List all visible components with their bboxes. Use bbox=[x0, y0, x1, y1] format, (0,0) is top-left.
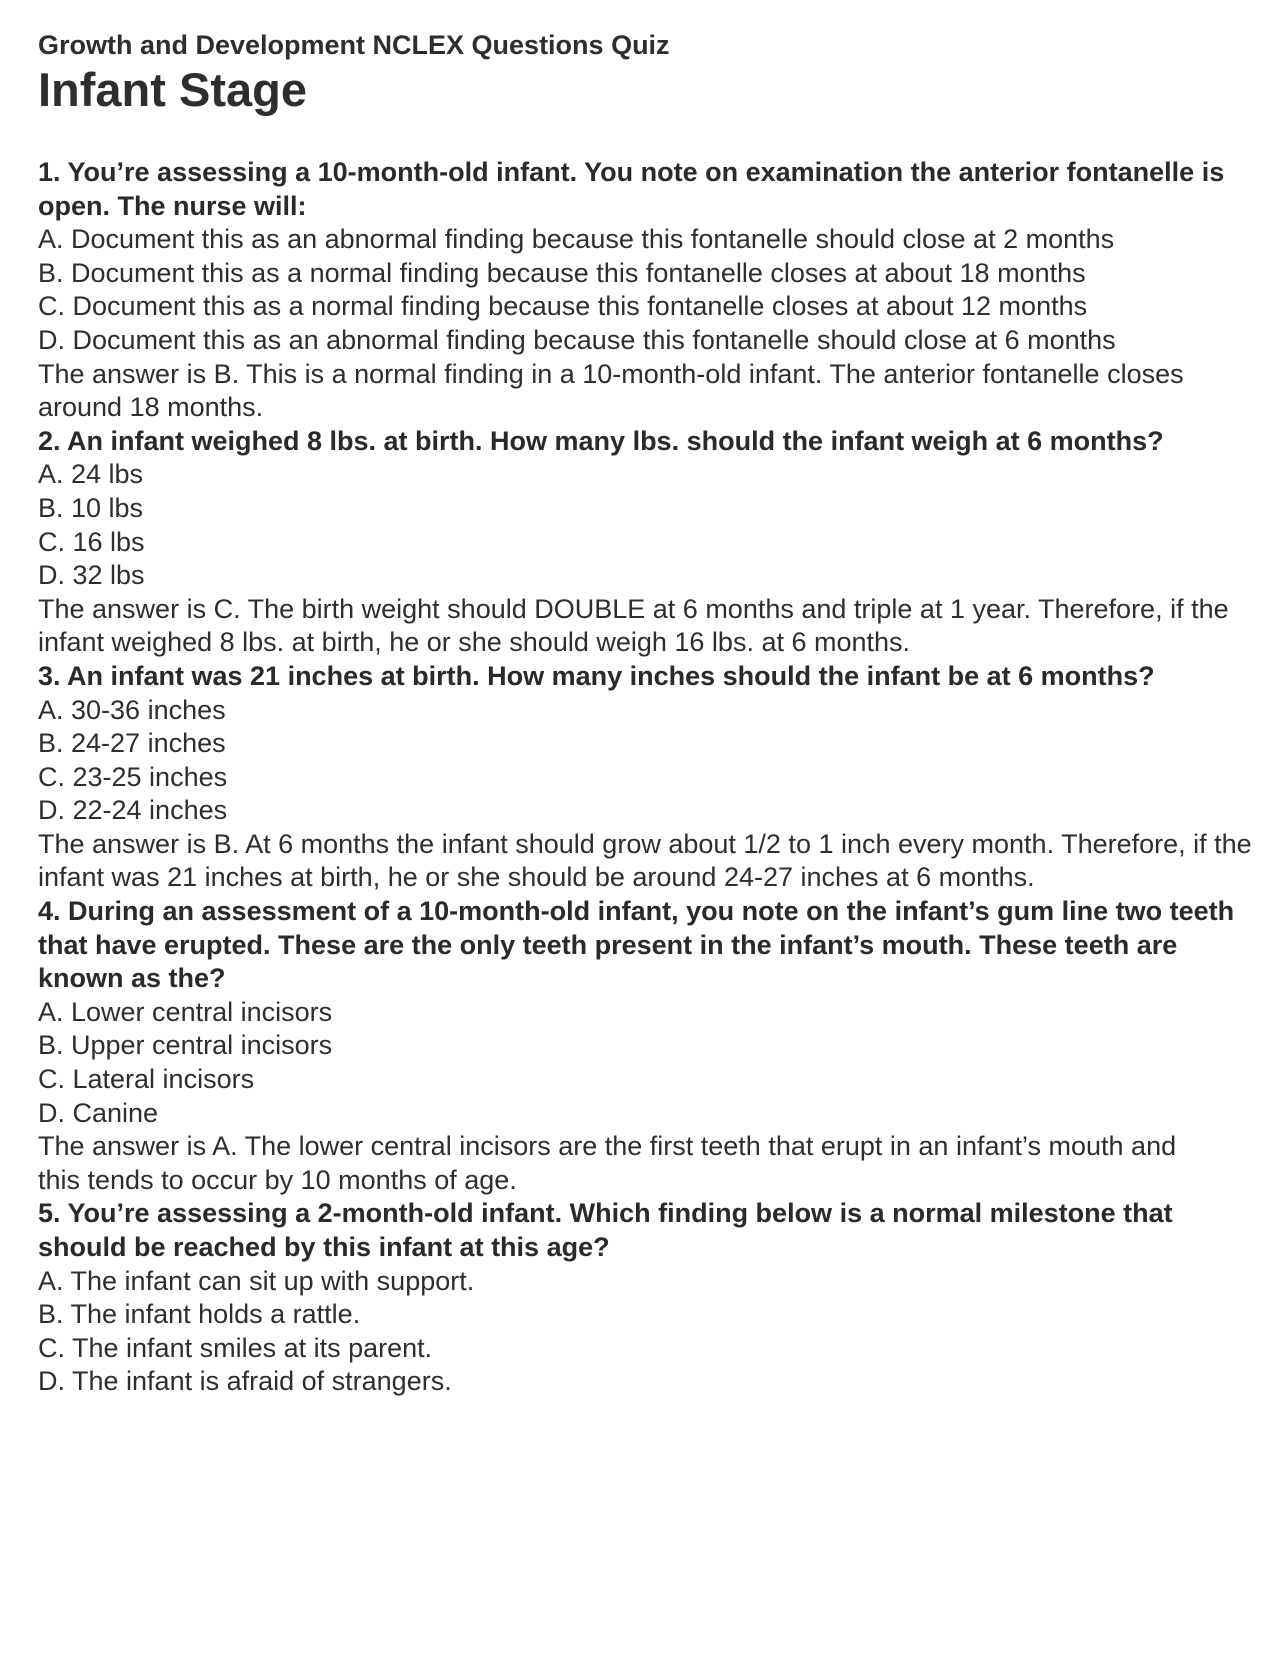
answer-option: C. 23-25 inches bbox=[38, 761, 228, 792]
answer-explanation-line: The answer is A. The lower central incisors are the first teeth that erupt in an infant’s mouth and bbox=[38, 1131, 1177, 1162]
question-block-2 bbox=[38, 425, 1253, 660]
question-text: 1. You’re assessing a 10-month-old infant. You note on examination the anterior fontanelle is open. The nurse will: bbox=[38, 157, 1225, 221]
question-text: 3. An infant was 21 inches at birth. How many inches should the infant be at 6 months? bbox=[38, 660, 1155, 691]
answer-option: C. The infant smiles at its parent. bbox=[38, 1332, 433, 1363]
document-title: Growth and Development NCLEX Questions Quiz bbox=[38, 30, 670, 60]
answer-option: A. 24 lbs bbox=[38, 459, 144, 490]
answer-option: C. Lateral incisors bbox=[38, 1064, 255, 1095]
answer-option: D. 32 lbs bbox=[38, 560, 145, 591]
answer-option: B. 24-27 inches bbox=[38, 728, 226, 759]
answer-explanation: The answer is C. The birth weight should DOUBLE at 6 months and triple at 1 year. Therefore, if the infant weighed 8 lbs. at birth, he or she should weigh 16 lbs. at 6 months. bbox=[38, 593, 1229, 658]
question-text: 2. An infant weighed 8 lbs. at birth. How many lbs. should the infant weigh at 6 months? bbox=[38, 425, 1164, 456]
answer-explanation: The answer is B. This is a normal finding in a 10-month-old infant. The anterior fontanelle closes around 18 months. bbox=[38, 358, 1184, 423]
question-list bbox=[38, 156, 1253, 1399]
answer-explanation: The answer is B. At 6 months the infant should grow about 1/2 to 1 inch every month. Therefore, if the infant was 21 inches at birth, he or she should be around 24-27 inches at 6 months. bbox=[38, 828, 1252, 893]
answer-option: D. The infant is afraid of strangers. bbox=[38, 1366, 452, 1397]
answer-option: C. 16 lbs bbox=[38, 526, 145, 557]
answer-option: D. Canine bbox=[38, 1097, 159, 1128]
answer-explanation-line: this tends to occur by 10 months of age. bbox=[38, 1164, 517, 1195]
question-block-4 bbox=[38, 895, 1253, 1197]
answer-explanation bbox=[38, 1130, 1253, 1197]
answer-option: A. Lower central incisors bbox=[38, 996, 333, 1027]
question-block-3 bbox=[38, 660, 1253, 895]
answer-option: B. The infant holds a rattle. bbox=[38, 1299, 361, 1330]
answer-option: A. 30-36 inches bbox=[38, 694, 226, 725]
answer-option: B. 10 lbs bbox=[38, 492, 144, 523]
question-block-5 bbox=[38, 1197, 1253, 1399]
document-page bbox=[38, 28, 1253, 1399]
answer-option: C. Document this as a normal finding because this fontanelle closes at about 12 months bbox=[38, 291, 1088, 322]
answer-option: A. The infant can sit up with support. bbox=[38, 1265, 475, 1296]
answer-option: B. Document this as a normal finding because this fontanelle closes at about 18 months bbox=[38, 257, 1086, 288]
answer-option: B. Upper central incisors bbox=[38, 1030, 333, 1061]
question-block-1 bbox=[38, 156, 1253, 425]
question-text: 4. During an assessment of a 10-month-old infant, you note on the infant’s gum line two teeth that have erupted. These are the only teeth present in the infant’s mouth. These teeth are known as the? bbox=[38, 896, 1235, 994]
answer-option: A. Document this as an abnormal finding because this fontanelle should close at 2 months bbox=[38, 224, 1115, 255]
answer-option: D. Document this as an abnormal finding because this fontanelle should close at 6 months bbox=[38, 324, 1116, 355]
answer-option: D. 22-24 inches bbox=[38, 795, 228, 826]
section-heading: Infant Stage bbox=[38, 63, 307, 116]
question-text: 5. You’re assessing a 2-month-old infant. Which finding below is a normal milestone that should be reached by this infant at this age? bbox=[38, 1198, 1173, 1262]
